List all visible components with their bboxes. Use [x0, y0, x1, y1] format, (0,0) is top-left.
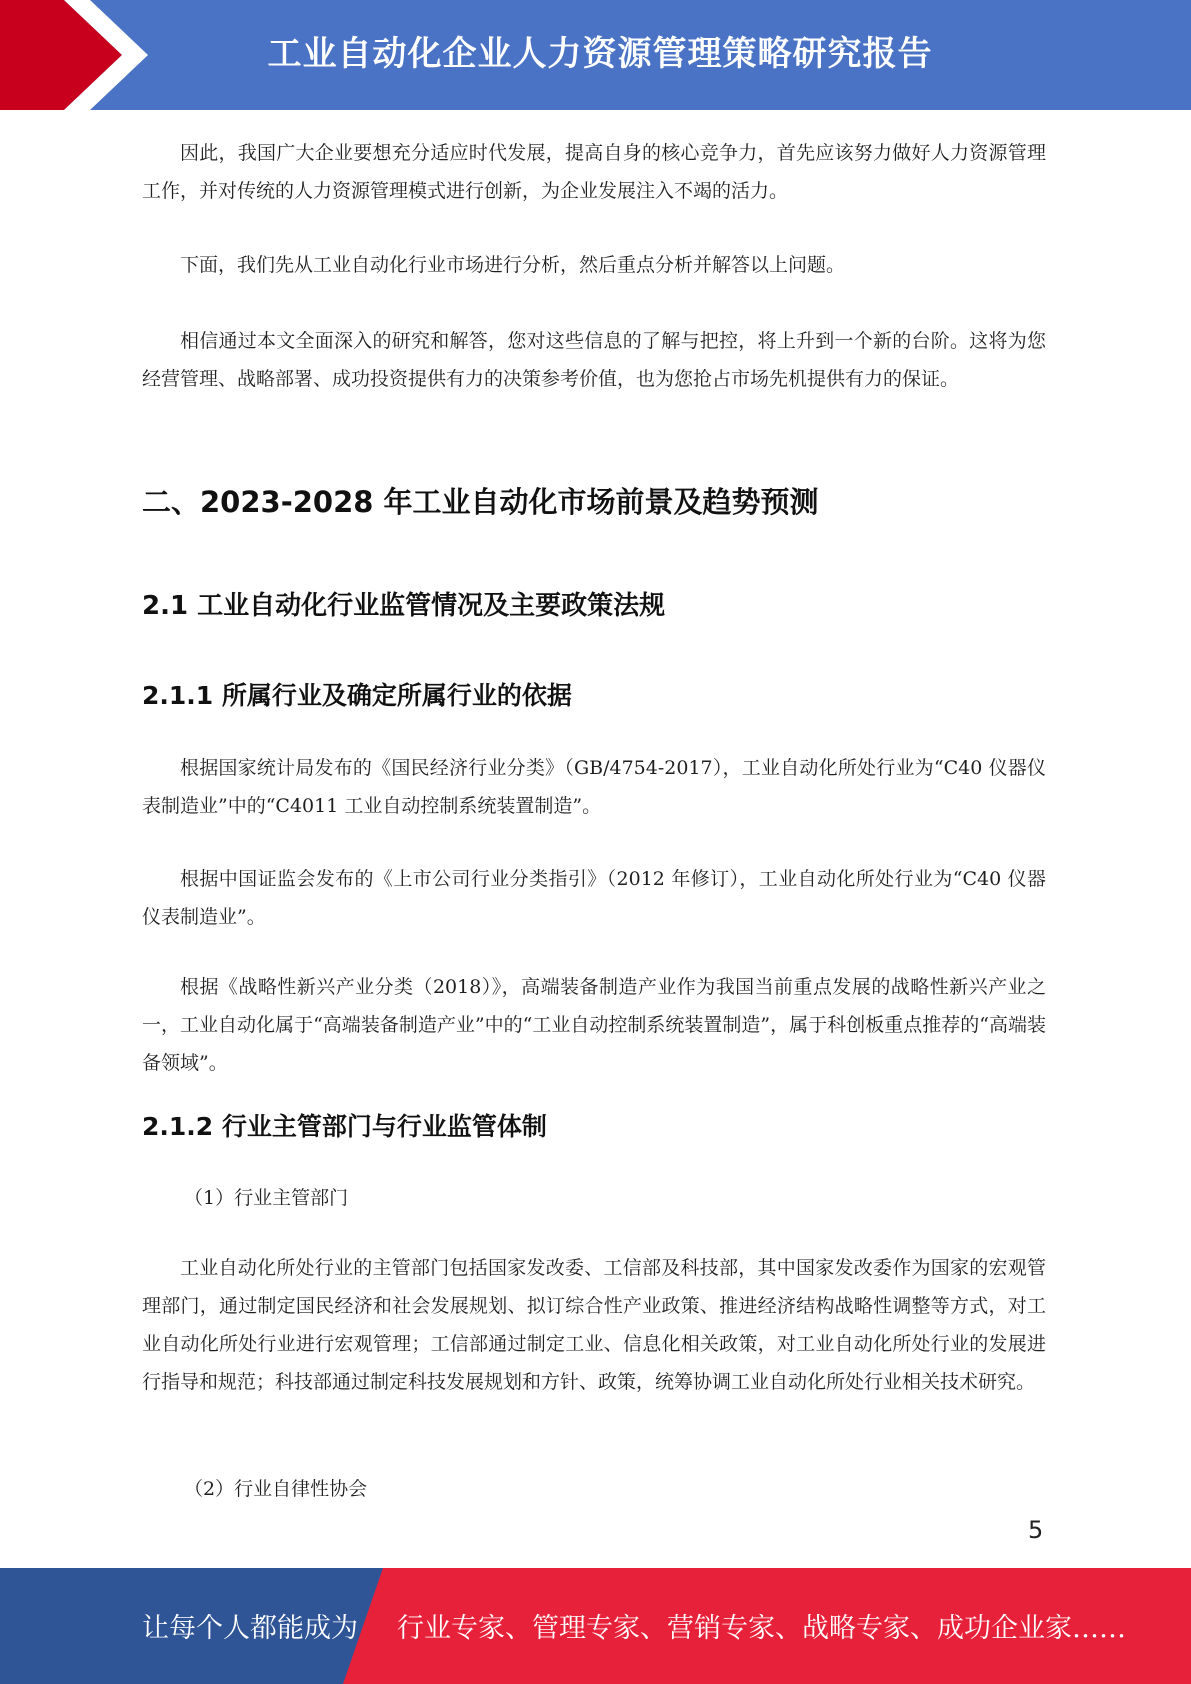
page-number: 5 [1028, 1516, 1044, 1544]
intro-paragraph-1: 因此，我国广大企业要想充分适应时代发展，提高自身的核心竞争力，首先应该努力做好人力资源管理工作，并对传统的人力资源管理模式进行创新，为企业发展注入不竭的活力。 [142, 142, 1046, 202]
section-2-1-1-heading: 2.1.1 所属行业及确定所属行业的依据 [142, 681, 572, 710]
section-2-1-heading: 2.1 工业自动化行业监管情况及主要政策法规 [142, 591, 666, 621]
item-2-label: （2）行业自律性协会 [184, 1478, 368, 1500]
basis-paragraph-1: 根据国家统计局发布的《国民经济行业分类》（GB/4754-2017），工业自动化所处行业为“C40 仪器仪表制造业”中的“C4011 工业自动控制系统装置制造”。 [142, 757, 1046, 817]
intro-paragraph-3: 相信通过本文全面深入的研究和解答，您对这些信息的了解与把控，将上升到一个新的台阶。这将为您经营管理、战略部署、成功投资提供有力的决策参考价值，也为您抢占市场先机提供有力的保证。 [142, 330, 1046, 390]
basis-paragraph-3: 根据《战略性新兴产业分类（2018）》，高端装备制造产业作为我国当前重点发展的战略性新兴产业之一，工业自动化属于“高端装备制造产业”中的“工业自动控制系统装置制造”，属于科创板重点推荐的“高端装备领域”。 [142, 976, 1046, 1074]
section-2-1-2-heading: 2.1.2 行业主管部门与行业监管体制 [142, 1112, 547, 1141]
footer-banner [0, 1568, 1191, 1684]
basis-paragraph-2: 根据中国证监会发布的《上市公司行业分类指引》（2012 年修订），工业自动化所处行业为“C40 仪器仪表制造业”。 [142, 868, 1046, 928]
chevron-arrow-icon [0, 0, 160, 110]
intro-paragraph-2: 下面，我们先从工业自动化行业市场进行分析，然后重点分析并解答以上问题。 [180, 254, 846, 276]
report-title: 工业自动化企业人力资源管理策略研究报告 [267, 34, 933, 74]
footer-slogan-right: 行业专家、管理专家、营销专家、战略专家、成功企业家…… [397, 1613, 1126, 1644]
header-banner [0, 0, 1191, 110]
section-2-heading: 二、2023-2028 年工业自动化市场前景及趋势预测 [142, 485, 819, 519]
department-paragraph: 工业自动化所处行业的主管部门包括国家发改委、工信部及科技部，其中国家发改委作为国家的宏观管理部门，通过制定国民经济和社会发展规划、拟订综合性产业政策、推进经济结构战略性调整等方式，对工业自动化所处行业进行宏观管理；工信部通过制定工业、信息化相关政策，对工业自动化所处行业的发展进行指导和规范；科技部通过制定科技发展规划和方针、政策，统筹协调工业自动化所处行业相关技术研究。 [142, 1257, 1046, 1393]
item-1-label: （1）行业主管部门 [184, 1187, 349, 1209]
footer-slogan-left: 让每个人都能成为 [142, 1613, 358, 1644]
